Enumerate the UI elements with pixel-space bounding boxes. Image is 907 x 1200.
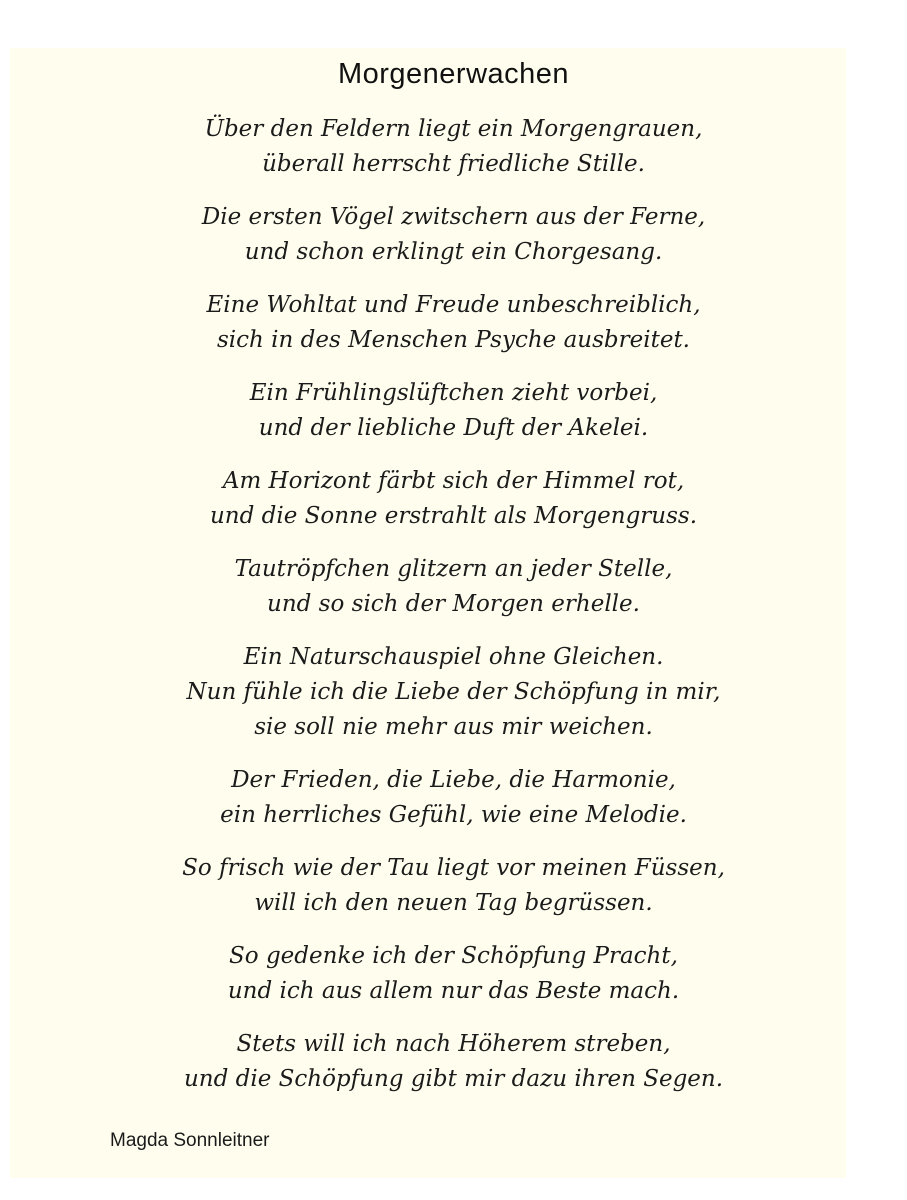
- poem-stanza: [0, 464, 907, 534]
- poem-line: und die Schöpfung gibt mir dazu ihren Segen.: [183, 1066, 724, 1092]
- poem-line: Am Horizont färbt sich der Himmel rot,: [222, 468, 685, 494]
- poem-stanza: [0, 112, 907, 182]
- poem-line: und ich aus allem nur das Beste mach.: [227, 978, 680, 1004]
- author-name: Magda Sonnleitner: [110, 1130, 270, 1151]
- poem-stanza: [0, 376, 907, 446]
- poem-line: Die ersten Vögel zwitschern aus der Ferne,: [201, 204, 706, 230]
- poem-stanza: [0, 288, 907, 358]
- poem-line: und schon erklingt ein Chorgesang.: [244, 239, 663, 265]
- poem-line: sie soll nie mehr aus mir weichen.: [254, 714, 653, 740]
- poem-line: Tautröpfchen glitzern an jeder Stelle,: [234, 556, 673, 582]
- poem-stanza: [0, 851, 907, 921]
- poem-stanza: [0, 640, 907, 745]
- poem-line: Ein Naturschauspiel ohne Gleichen.: [243, 644, 664, 670]
- poem-line: Stets will ich nach Höherem streben,: [236, 1031, 671, 1057]
- poem-title: Morgenerwachen: [337, 58, 570, 90]
- poem-line: und der liebliche Duft der Akelei.: [258, 415, 649, 441]
- poem-line: Eine Wohltat und Freude unbeschreiblich,: [206, 292, 701, 318]
- poem-line: ein herrliches Gefühl, wie eine Melodie.: [220, 802, 687, 828]
- poem: [0, 112, 907, 1115]
- poem-line: So frisch wie der Tau liegt vor meinen Füssen,: [182, 855, 725, 881]
- poem-stanza: [0, 939, 907, 1009]
- poem-line: Nun fühle ich die Liebe der Schöpfung in mir,: [186, 679, 721, 705]
- poem-line: Über den Feldern liegt ein Morgengrauen,: [204, 116, 703, 142]
- poem-line: und die Sonne erstrahlt als Morgengruss.: [209, 503, 698, 529]
- poem-line: sich in des Menschen Psyche ausbreitet.: [217, 327, 690, 353]
- poem-line: So gedenke ich der Schöpfung Pracht,: [229, 943, 678, 969]
- poem-stanza: [0, 552, 907, 622]
- poem-stanza: [0, 200, 907, 270]
- poem-line: und so sich der Morgen erhelle.: [267, 591, 640, 617]
- poem-stanza: [0, 763, 907, 833]
- poem-line: will ich den neuen Tag begrüssen.: [254, 890, 653, 916]
- poem-stanza: [0, 1027, 907, 1097]
- poem-line: Der Frieden, die Liebe, die Harmonie,: [231, 767, 676, 793]
- poem-line: Ein Frühlingslüftchen zieht vorbei,: [249, 380, 658, 406]
- poem-line: überall herrscht friedliche Stille.: [262, 151, 645, 177]
